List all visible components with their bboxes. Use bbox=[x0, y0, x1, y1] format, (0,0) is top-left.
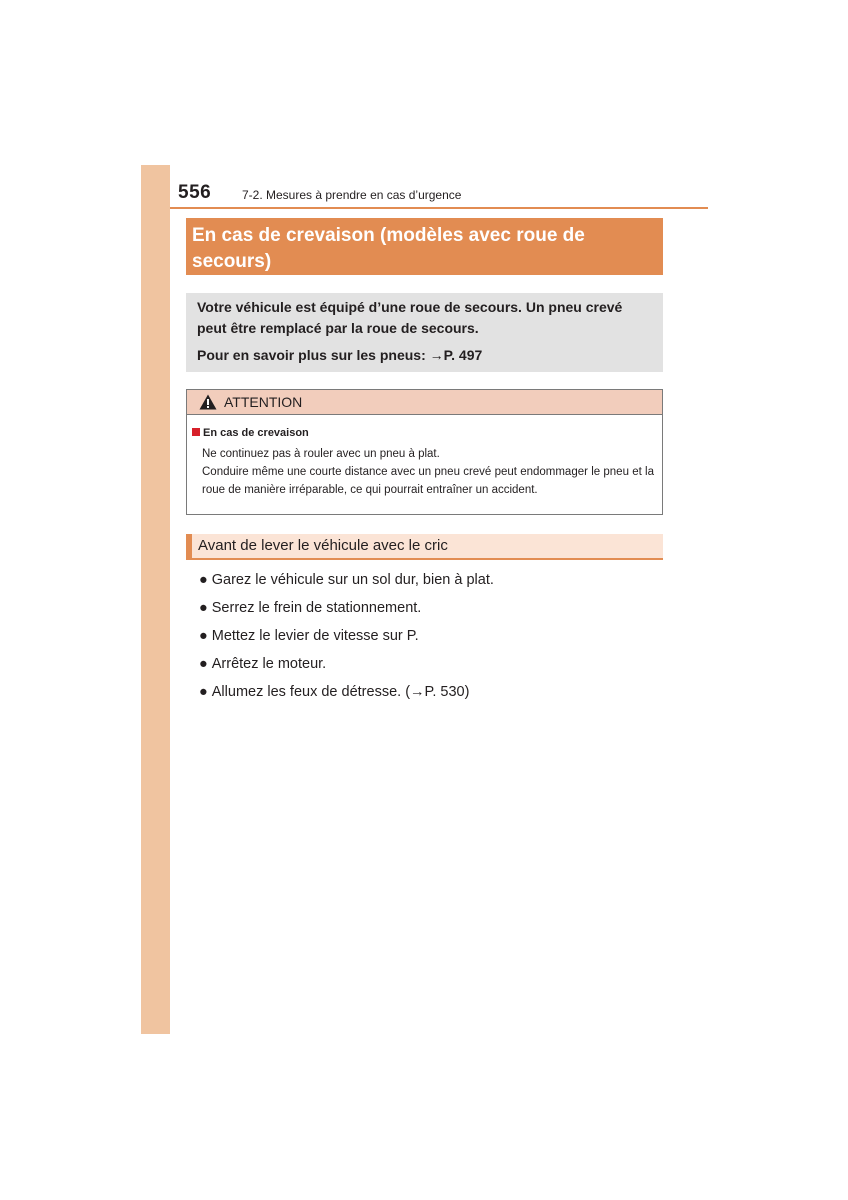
subsection-heading-bar bbox=[186, 534, 663, 560]
header-divider bbox=[170, 207, 708, 209]
list-item-text: Arrêtez le moteur. bbox=[211, 656, 327, 672]
subsection-accent bbox=[186, 534, 192, 558]
caution-box bbox=[186, 389, 663, 515]
list-item-text: Mettez le levier de vitesse sur P. bbox=[211, 628, 419, 644]
preparation-steps-list bbox=[199, 566, 494, 706]
subsection-title: Avant de lever le véhicule avec le cric bbox=[198, 537, 448, 554]
bullet-icon: ● bbox=[199, 600, 208, 616]
page-header bbox=[170, 180, 708, 208]
tire-reference: Pour en savoir plus sur les pneus: →P. 497 bbox=[197, 347, 483, 363]
list-item-text: Allumez les feux de détresse. (→P. 530) bbox=[211, 684, 470, 700]
section-title: En cas de crevaison (modèles avec roue de secours) bbox=[192, 225, 585, 272]
bullet-icon: ● bbox=[199, 572, 208, 588]
bullet-icon: ● bbox=[199, 684, 208, 700]
list-item bbox=[199, 622, 494, 650]
caution-subheading-row bbox=[192, 426, 654, 440]
caution-text-line-2: Conduire même une courte distance avec un pneu crevé peut endommager le pneu et la roue de manière irréparable, ce qui pourrait entraîner un accident. bbox=[202, 466, 654, 496]
caution-label: ATTENTION bbox=[224, 394, 303, 410]
list-item bbox=[199, 566, 494, 594]
bullet-icon: ● bbox=[199, 656, 208, 672]
caution-header bbox=[187, 390, 662, 415]
bullet-icon: ● bbox=[199, 628, 208, 644]
list-item bbox=[199, 650, 494, 678]
page-number: 556 bbox=[178, 182, 212, 203]
caution-text bbox=[202, 445, 654, 499]
warning-triangle-icon bbox=[199, 394, 217, 410]
intro-box bbox=[186, 293, 663, 372]
red-square-icon bbox=[192, 428, 200, 436]
intro-paragraph: Votre véhicule est équipé d’une roue de secours. Un pneu crevé peut être remplacé par la roue de secours. bbox=[197, 299, 623, 336]
caution-text-line-1: Ne continuez pas à rouler avec un pneu à plat. bbox=[202, 448, 440, 460]
chapter-side-tab bbox=[141, 165, 170, 1034]
section-title-bar bbox=[186, 218, 663, 275]
list-item-text: Serrez le frein de stationnement. bbox=[211, 600, 422, 616]
section-reference: 7-2. Mesures à prendre en cas d’urgence bbox=[242, 188, 462, 202]
caution-subheading: En cas de crevaison bbox=[203, 427, 309, 439]
list-item bbox=[199, 678, 494, 706]
list-item-text: Garez le véhicule sur un sol dur, bien à plat. bbox=[211, 572, 494, 588]
list-item bbox=[199, 594, 494, 622]
caution-body bbox=[187, 415, 662, 499]
